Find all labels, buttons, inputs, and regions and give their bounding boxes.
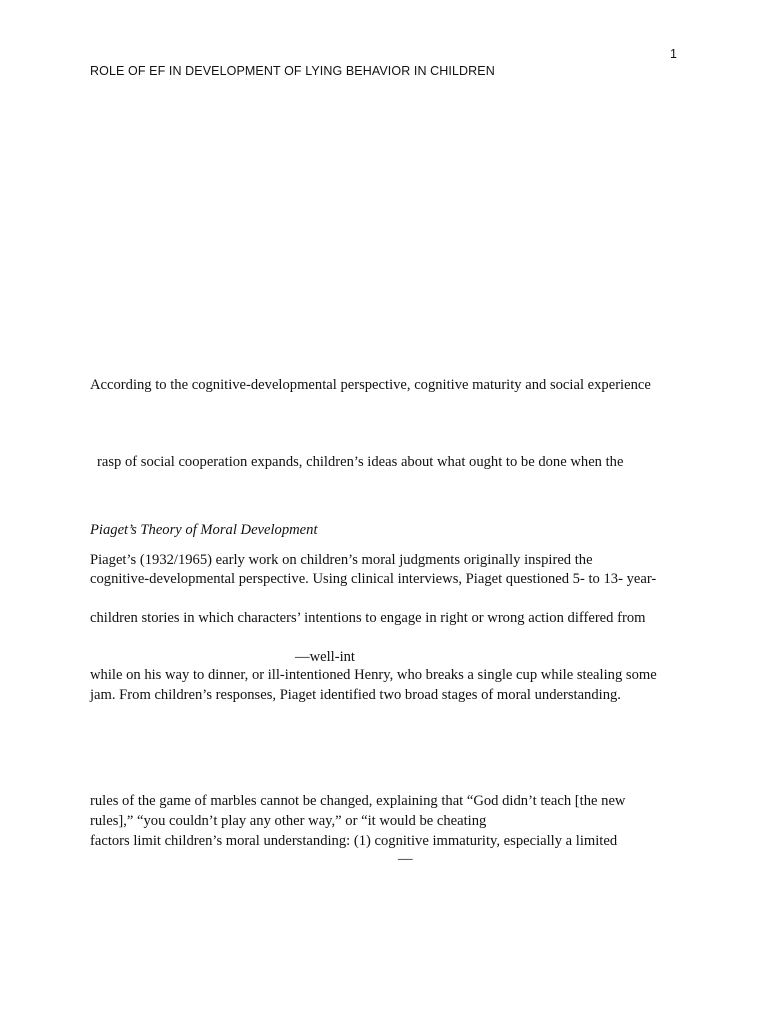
paragraph-line: Piaget’s (1932/1965) early work on children’s moral judgments originally inspired the bbox=[90, 552, 593, 568]
paragraph-line: rasp of social cooperation expands, children’s ideas about what ought to be done when the bbox=[97, 454, 624, 470]
paragraph-line: factors limit children’s moral understanding: (1) cognitive immaturity, especially a limited bbox=[90, 833, 618, 849]
paragraph-line: children stories in which characters’ intentions to engage in right or wrong action differed from bbox=[90, 610, 646, 626]
paragraph-line: jam. From children’s responses, Piaget identified two broad stages of moral understanding. bbox=[90, 687, 621, 703]
paragraph-line: cognitive-developmental perspective. Using clinical interviews, Piaget questioned 5- to 13- year- bbox=[90, 571, 657, 587]
paragraph-fragment: — bbox=[398, 851, 413, 867]
paragraph-fragment: —well-int bbox=[295, 649, 355, 665]
paragraph-line: rules of the game of marbles cannot be changed, explaining that “God didn’t teach [the new bbox=[90, 793, 626, 809]
paragraph-line: while on his way to dinner, or ill-intentioned Henry, who breaks a single cup while stealing some bbox=[90, 667, 657, 683]
running-head: ROLE OF EF IN DEVELOPMENT OF LYING BEHAVIOR IN CHILDREN bbox=[90, 64, 495, 78]
paragraph-line: rules],” “you couldn’t play any other way,” or “it would be cheating bbox=[90, 813, 487, 829]
section-heading: Piaget’s Theory of Moral Development bbox=[90, 522, 318, 538]
paragraph-line: According to the cognitive-developmental perspective, cognitive maturity and social experience bbox=[90, 377, 651, 393]
page-number: 1 bbox=[670, 47, 678, 61]
